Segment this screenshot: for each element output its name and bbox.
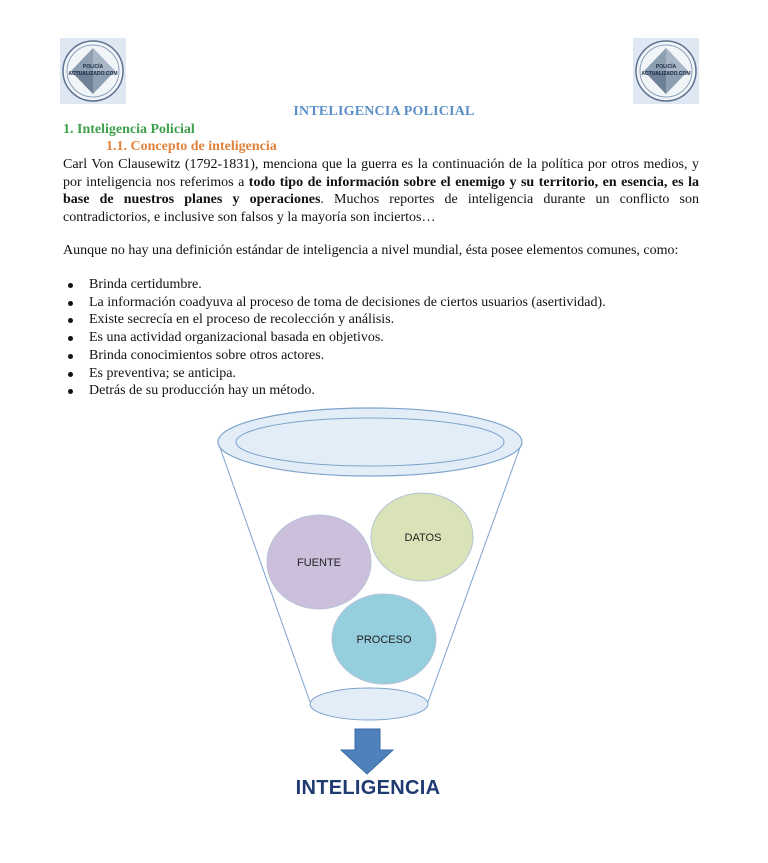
logo-text-line-2: ACTUALIZADO.COM xyxy=(68,71,118,77)
logo-right xyxy=(633,38,699,104)
logo-left xyxy=(60,38,126,104)
list-item: Brinda conocimientos sobre otros actores. xyxy=(63,347,703,365)
paragraph-definicion: Aunque no hay una definición estándar de inteligencia a nivel mundial, ésta posee elementos comunes, como: xyxy=(63,243,679,258)
output-label-inteligencia: INTELIGENCIA xyxy=(295,777,441,799)
list-item: Es preventiva; se anticipa. xyxy=(63,365,703,383)
document-title: INTELIGENCIA POLICIAL xyxy=(293,104,475,119)
funnel-bottom-opening xyxy=(310,688,428,720)
heading-inteligencia-policial: 1. Inteligencia Policial xyxy=(63,122,195,137)
label-proceso: PROCESO xyxy=(356,634,412,646)
elements-list xyxy=(63,276,703,400)
paragraph-text: . Muchos reportes de inteligencia durante un conflicto son contradictorios, e inclusive son falsos y la mayoría son inciertos… xyxy=(63,192,699,225)
paragraph-text: Carl Von Clausewitz (1792-1831), menciona que la guerra es la continuación de la política por otros medios, y por inteligencia nos referimos a xyxy=(63,157,699,190)
list-item: La información coadyuva al proceso de toma de decisiones de ciertos usuarios (asertividad). xyxy=(63,294,703,312)
label-fuente: FUENTE xyxy=(297,557,341,569)
paragraph-clausewitz xyxy=(63,156,699,226)
heading-concepto-de-inteligencia: 1.1. Concepto de inteligencia xyxy=(106,139,277,154)
paragraph-bold-text: todo tipo de información sobre el enemigo y su territorio, en esencia, es la base de nuestros planes y operaciones xyxy=(63,174,699,207)
logo-text-line-1: POLICÍA xyxy=(82,64,104,70)
logo-text-line-2: ACTUALIZADO.COM xyxy=(641,71,691,77)
label-datos: DATOS xyxy=(404,532,442,544)
list-item: Brinda certidumbre. xyxy=(63,276,703,294)
down-arrow-icon xyxy=(341,729,393,774)
badge-icon xyxy=(633,38,699,104)
logo-text-line-1: POLICÍA xyxy=(655,64,677,70)
badge-icon xyxy=(60,38,126,104)
list-item: Es una actividad organizacional basada en objetivos. xyxy=(63,329,703,347)
list-item: Existe secrecía en el proceso de recolección y análisis. xyxy=(63,311,703,329)
list-item: Detrás de su producción hay un método. xyxy=(63,382,703,400)
